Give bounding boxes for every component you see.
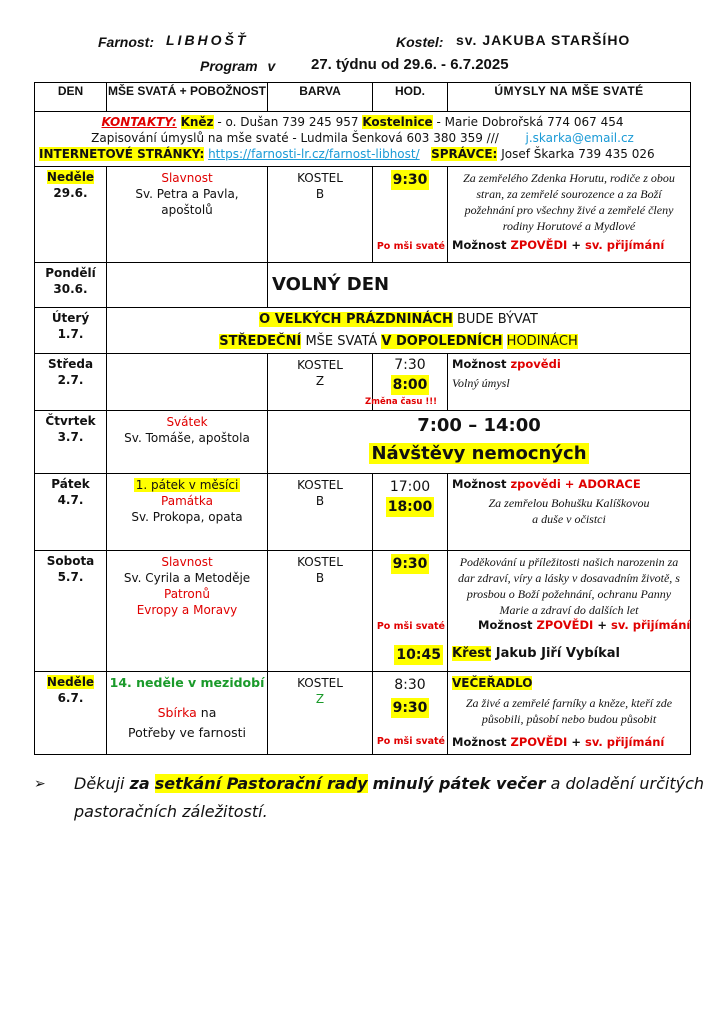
- moznost-line: [452, 237, 664, 253]
- umysl-cell: [448, 551, 691, 672]
- hod-cell: [373, 167, 448, 263]
- footer-part: minulý pátek večer: [372, 774, 546, 793]
- moznost-label: Možnost: [452, 735, 507, 749]
- mse-cell: [107, 474, 268, 551]
- day-date: 6.7.: [57, 691, 84, 705]
- mse-evropy: Evropy a Moravy: [136, 603, 238, 617]
- day-date: 1.7.: [57, 327, 84, 341]
- footer-part: a doladění určitých pastoračních záležitostí.: [74, 774, 705, 821]
- after-mass-note: Po mši svaté: [376, 241, 445, 252]
- umysl-cell: [448, 672, 691, 755]
- umysl-text: Za živé a zemřelé farníky a kněze, kteří zde působili, působí nebo budou působit: [465, 696, 673, 726]
- krest-line: [452, 646, 620, 662]
- zpovedi-label: zpovědi: [510, 357, 561, 371]
- mse-cell: [107, 167, 268, 263]
- day-row-friday: [35, 474, 691, 551]
- day-name: Čtvrtek: [45, 414, 96, 428]
- moznost-label: Možnost: [452, 357, 507, 371]
- mse-saint-2: apoštolů: [161, 203, 213, 217]
- mse-sbirka: Sbírka: [157, 705, 197, 720]
- footer-highlight: setkání Pastorační rady: [154, 774, 368, 793]
- email-link[interactable]: j.skarka@email.cz: [525, 131, 634, 145]
- hod-cell: [373, 474, 448, 551]
- kostel-label: Kostel:: [396, 34, 444, 50]
- barva-cell: [268, 551, 373, 672]
- mse-first-friday: 1. pátek v měsíci: [135, 478, 239, 492]
- time: 9:30: [392, 172, 428, 188]
- prijimani-label: sv. přijímání: [584, 238, 665, 252]
- mse-na: na: [200, 705, 217, 720]
- umysl-cell: [448, 474, 691, 551]
- zpovedi-adorace-label: zpovědi + ADORACE: [510, 477, 641, 491]
- umysl-cell: [448, 167, 691, 263]
- zpovedi-label: ZPOVĚDI: [536, 618, 594, 632]
- time-1: 9:30: [392, 556, 428, 572]
- mse-cell: [107, 551, 268, 672]
- contacts-cell: [35, 112, 691, 167]
- zapis-text: Zapisování úmyslů na mše svaté - Ludmila Šenková 603 380 359 ///: [91, 131, 499, 145]
- day-row-wednesday: [35, 354, 691, 411]
- mse-potreby: Potřeby ve farnosti: [128, 725, 246, 740]
- day-row-monday: [35, 263, 691, 308]
- zpovedi-label: ZPOVĚDI: [510, 238, 568, 252]
- hod-cell: [373, 672, 448, 755]
- col-umysly: ÚMYSLY NA MŠE SVATÉ: [448, 83, 691, 112]
- notice-part: MŠE SVATÁ: [305, 334, 378, 349]
- day-name: Pátek: [51, 477, 90, 491]
- umysl-text: Za zemřelou Bohušku Kalíškovou a duše v očistci: [488, 496, 650, 526]
- kostelnice-text: - Marie Dobrořská 774 067 454: [436, 115, 624, 129]
- barva-kostel: KOSTEL: [297, 171, 343, 185]
- time-change-note: Změna času !!!: [364, 397, 437, 407]
- mse-slavnost: Slavnost: [161, 555, 213, 569]
- umysl-text: Za zemřelého Zdenka Horutu, rodiče z obou stran, za zemřelé sourozence a za Boží požehnání pro všechny živé a zemřelé členy rodiny Horutové a Mydlové: [463, 171, 675, 233]
- time-2: 9:30: [392, 700, 428, 716]
- barva-cell: [268, 354, 373, 411]
- mse-cell-empty: [107, 354, 268, 411]
- after-mass-note: Po mši svaté: [376, 736, 445, 747]
- col-hod: HOD.: [373, 83, 448, 112]
- visit-cell: [268, 411, 691, 474]
- notice-part: HODINÁCH: [506, 334, 578, 349]
- day-row-sunday-1: [35, 167, 691, 263]
- plus-sign: +: [571, 735, 581, 749]
- spravce-text: Josef Škarka 739 435 026: [501, 147, 655, 161]
- hod-cell: [373, 551, 448, 672]
- mse-slavnost: Slavnost: [161, 171, 213, 185]
- day-name: Středa: [47, 357, 94, 371]
- contacts-line-3: [39, 146, 686, 162]
- hod-cell: [364, 354, 448, 411]
- knez-text: - o. Dušan 739 245 957: [217, 115, 359, 129]
- kostelnice-label: Kostelnice: [362, 115, 433, 129]
- day-date: 2.7.: [57, 373, 84, 387]
- summer-notice: [107, 308, 691, 354]
- barva-color: B: [315, 571, 325, 585]
- kostel-value: sv. JAKUBA STARŠÍHO: [456, 32, 631, 48]
- barva-color: Z: [315, 374, 325, 388]
- plus-sign: +: [571, 238, 581, 252]
- notice-part: BUDE BÝVAT: [456, 312, 538, 327]
- footer-part: za: [129, 774, 150, 793]
- time-1: 17:00: [389, 479, 431, 495]
- barva-cell: [268, 474, 373, 551]
- day-name: Pondělí: [45, 266, 96, 280]
- moznost-label: Možnost: [478, 618, 533, 632]
- prijimani-label: sv. přijímání: [610, 618, 691, 632]
- moznost-line: [448, 354, 690, 372]
- contacts-line-1: [39, 114, 686, 130]
- moznost-line: [448, 474, 690, 492]
- barva-kostel: KOSTEL: [297, 676, 343, 690]
- moznost-label: Možnost: [452, 238, 507, 252]
- barva-kostel: KOSTEL: [297, 555, 343, 569]
- mse-patronu: Patronů: [164, 587, 210, 601]
- contacts-line-2: [39, 130, 686, 146]
- day-row-sunday-2: [35, 672, 691, 755]
- knez-label: Kněz: [180, 115, 214, 129]
- moznost-line: [452, 734, 664, 750]
- mse-cell: [107, 411, 268, 474]
- time-1: 8:30: [394, 677, 426, 693]
- umysl-text: Poděkování u příležitosti našich narozenin za dar zdraví, víry a lásky v dosavadním životě, s prosbou o Boží požehnání, ochranu Panny Marie a zdraví do dalších let: [458, 555, 680, 617]
- notice-part: STŘEDEČNÍ: [219, 334, 302, 349]
- barva-color: B: [315, 494, 325, 508]
- mse-svatek: Svátek: [166, 415, 208, 429]
- kontakty-label: KONTAKTY:: [101, 115, 177, 129]
- day-cell: [35, 354, 107, 411]
- plus-sign: +: [597, 618, 607, 632]
- prijimani-label: sv. přijímání: [584, 735, 665, 749]
- web-link[interactable]: https://farnosti-lr.cz/farnost-libhost/: [208, 147, 420, 161]
- footer-note: [74, 770, 704, 826]
- notice-part: O VELKÝCH PRÁZDNINÁCH: [259, 312, 453, 327]
- umysl-text: Volný úmysl: [452, 376, 510, 390]
- web-label: INTERNETOVÉ STRÁNKY:: [39, 147, 205, 161]
- day-cell: [35, 474, 107, 551]
- program-value: 27. týdnu od 29.6. - 6.7.2025: [311, 56, 509, 73]
- day-name: Sobota: [46, 554, 95, 568]
- umysl-cell: [448, 354, 691, 411]
- program-label: Program v: [200, 58, 276, 74]
- day-cell: [35, 167, 107, 263]
- farnost-value: LIBHOŠŤ: [166, 32, 249, 48]
- mse-saint: Sv. Petra a Pavla,: [135, 187, 239, 201]
- volny-den: VOLNÝ DEN: [268, 263, 691, 308]
- time-2: 10:45: [396, 647, 441, 663]
- day-cell: [35, 263, 107, 308]
- day-date: 4.7.: [57, 493, 84, 507]
- barva-color: Z: [315, 692, 325, 706]
- farnost-label: Farnost:: [98, 34, 154, 50]
- day-cell: [35, 308, 107, 354]
- visit-text: Návštěvy nemocných: [371, 443, 587, 464]
- mse-cell: [107, 672, 268, 755]
- mse-saint: Sv. Tomáše, apoštola: [124, 431, 250, 445]
- krest-label: Křest: [452, 646, 492, 661]
- day-row-saturday: [35, 551, 691, 672]
- day-date: 30.6.: [53, 282, 88, 296]
- moznost-line: [478, 617, 690, 633]
- barva-kostel: KOSTEL: [297, 358, 343, 372]
- day-date: 29.6.: [53, 186, 88, 200]
- day-cell: [35, 551, 107, 672]
- barva-color: B: [315, 187, 325, 201]
- bullet-arrow-icon: ➢: [34, 776, 46, 792]
- mse-cell-empty: [107, 263, 268, 308]
- day-name: Úterý: [51, 311, 90, 325]
- header-row: [35, 83, 691, 112]
- col-mse: MŠE SVATÁ + POBOŽNOST: [107, 83, 268, 112]
- spravce-label: SPRÁVCE:: [431, 147, 498, 161]
- krest-name: Jakub Jiří Vybíkal: [495, 646, 620, 661]
- visit-time: 7:00 – 14:00: [417, 415, 541, 436]
- barva-cell: [268, 167, 373, 263]
- schedule-table: [34, 82, 691, 755]
- after-mass-note: Po mši svaté: [376, 621, 445, 632]
- day-name: Neděle: [46, 170, 95, 184]
- day-row-tuesday: [35, 308, 691, 354]
- zpovedi-label: ZPOVĚDI: [510, 735, 568, 749]
- time-new: 8:00: [392, 377, 428, 393]
- day-date: 3.7.: [57, 430, 84, 444]
- day-name: Neděle: [46, 675, 95, 689]
- mse-pamatka: Památka: [161, 494, 213, 508]
- day-date: 5.7.: [57, 570, 84, 584]
- vecer-label: VEČEŘADLO: [452, 676, 533, 690]
- time-old: 7:30: [394, 357, 426, 373]
- mse-saint: Sv. Prokopa, opata: [131, 510, 243, 524]
- contacts-row: [35, 112, 691, 167]
- footer-part: Děkuji: [74, 774, 125, 793]
- barva-kostel: KOSTEL: [297, 478, 343, 492]
- time-2: 18:00: [387, 499, 433, 515]
- notice-part: V DOPOLEDNÍCH: [381, 334, 503, 349]
- day-cell: [35, 411, 107, 474]
- mse-saint: Sv. Cyrila a Metoděje: [123, 571, 251, 585]
- barva-cell: [268, 672, 373, 755]
- mse-nedele: 14. neděle v mezidobí: [109, 675, 265, 690]
- moznost-label: Možnost: [452, 477, 507, 491]
- day-cell: [35, 672, 107, 755]
- day-row-thursday: [35, 411, 691, 474]
- col-den: DEN: [35, 83, 107, 112]
- col-barva: BARVA: [268, 83, 373, 112]
